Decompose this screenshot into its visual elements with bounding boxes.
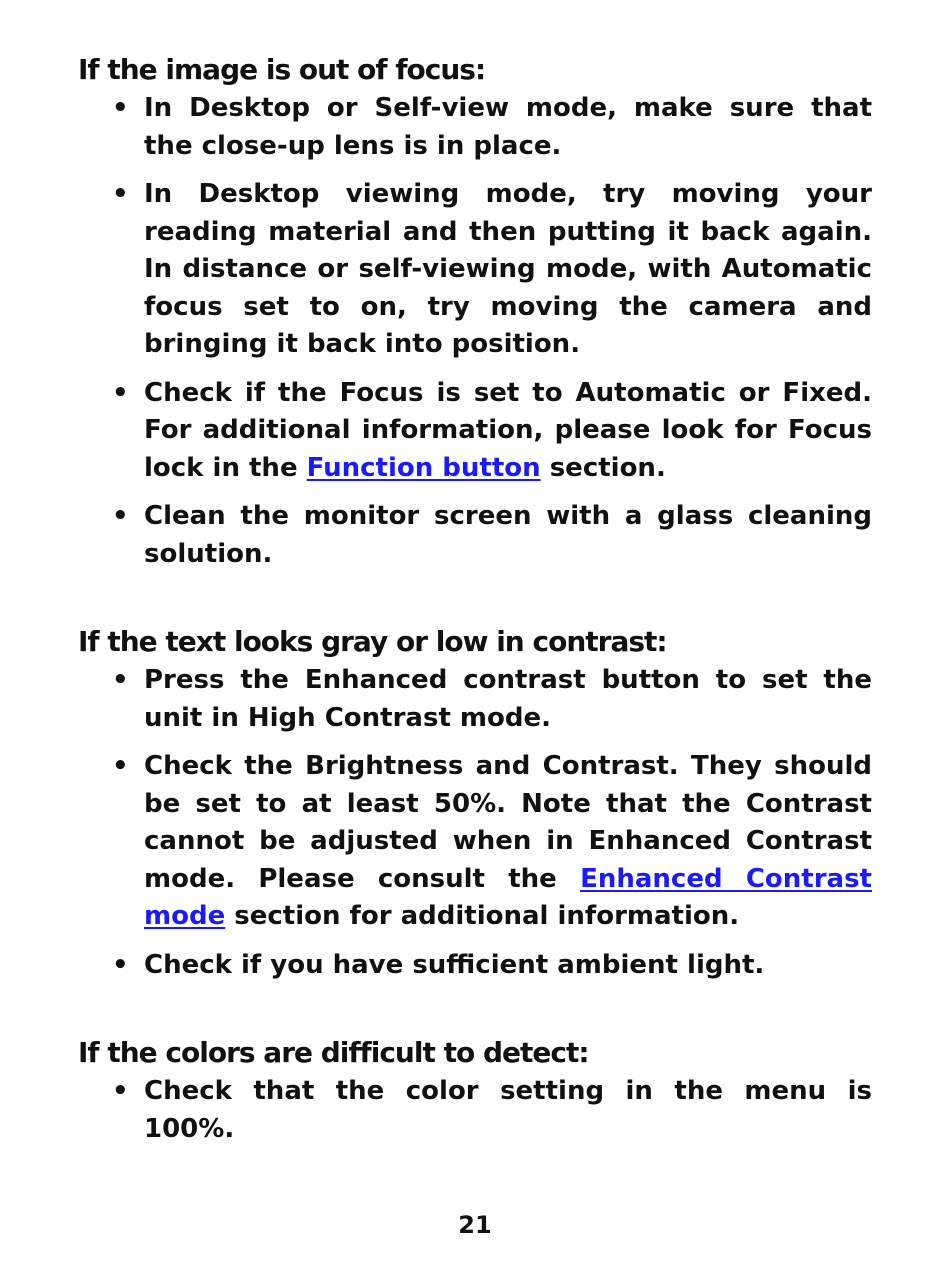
enhanced-contrast-mode-link[interactable]: Enhanced Contrast mode bbox=[144, 863, 872, 931]
bullet-icon: • bbox=[112, 377, 129, 408]
list-item: • Check the Brightness and Contrast. They should be set to at least 50%. Note that the Contrast cannot be adjusted when in Enhanced Contrast mode. Please consult the Enhanced Contrast mode section for additional information. bbox=[78, 748, 872, 936]
bullet-icon: • bbox=[112, 665, 129, 695]
list-item: • Check that the color setting in the menu is 100%. bbox=[78, 1073, 872, 1148]
function-button-link[interactable]: Function button bbox=[306, 452, 541, 483]
bullet-icon: • bbox=[112, 501, 129, 531]
bullet-list-colors bbox=[78, 1073, 872, 1148]
document-page bbox=[78, 50, 872, 1159]
bullet-icon: • bbox=[112, 949, 129, 980]
list-item: • In Desktop or Self-view mode, make sure that the close-up lens is in place. bbox=[78, 90, 872, 165]
section-heading-colors: If the colors are difficult to detect: bbox=[78, 1036, 589, 1069]
page-number: 21 bbox=[458, 1211, 492, 1239]
bullet-list-out-of-focus bbox=[78, 90, 872, 573]
list-item: • In Desktop viewing mode, try moving your reading material and then putting it back again. In distance or self-viewing mode, with Automatic focus set to on, try moving the camera and bringing it back into position. bbox=[78, 176, 872, 364]
bullet-icon: • bbox=[112, 751, 129, 781]
list-item: • Check if the Focus is set to Automatic or Fixed. For additional information, please look for Focus lock in the Function button section. bbox=[78, 375, 872, 488]
list-item: • Press the Enhanced contrast button to set the unit in High Contrast mode. bbox=[78, 662, 872, 737]
section-heading-low-contrast: If the text looks gray or low in contrast: bbox=[78, 625, 667, 658]
section-heading-out-of-focus: If the image is out of focus: bbox=[78, 53, 486, 86]
bullet-icon: • bbox=[112, 93, 129, 123]
bullet-icon: • bbox=[112, 1076, 129, 1106]
bullet-icon: • bbox=[112, 179, 129, 209]
list-item: • Check if you have sufficient ambient light. bbox=[78, 947, 872, 985]
list-item: • Clean the monitor screen with a glass cleaning solution. bbox=[78, 498, 872, 573]
bullet-list-low-contrast bbox=[78, 662, 872, 984]
